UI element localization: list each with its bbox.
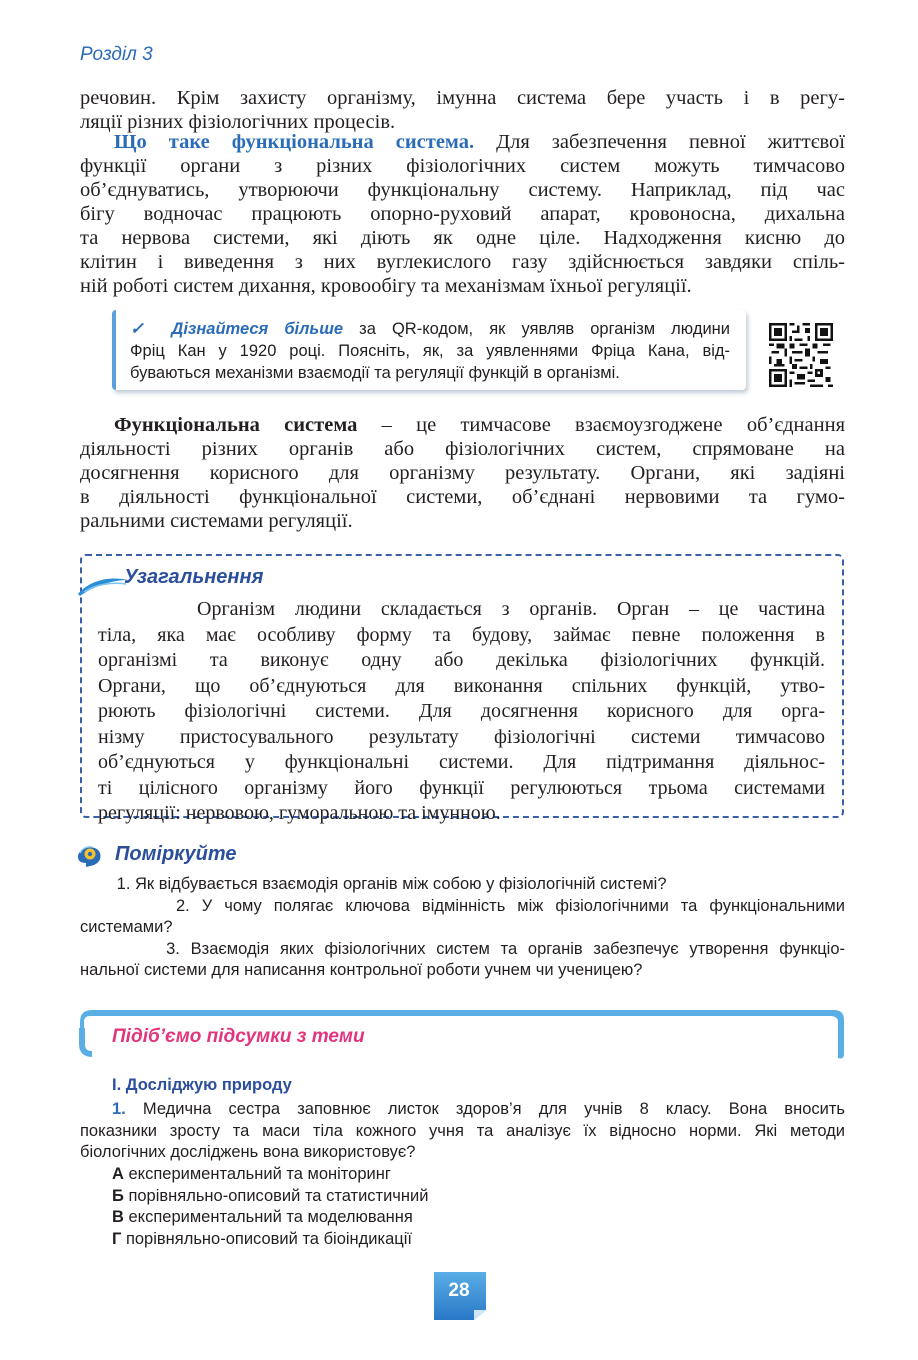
question-line: 2. У чому полягає ключова відмінність між фізіологічними та функціональними	[80, 896, 845, 915]
func-system-first-rest: Для забезпечення певної життєвої	[474, 131, 845, 153]
option-letter: Г	[112, 1229, 122, 1248]
func-system-line: та нервова системи, які діють як одне ціле. Надходження кисню до	[80, 227, 845, 249]
question-line: нальної системи для написання контрольної роботи учнем чи ученицею?	[80, 961, 643, 979]
learn-more-line: Фріц Кан у 1920 році. Поясніть, як, за уявленнями Фріца Кана, від-	[130, 342, 730, 360]
intro-paragraph	[80, 86, 845, 134]
definition-line: в діяльності функціональної системи, об’єднані нервовими та гумо-	[80, 486, 845, 508]
option-b[interactable]	[112, 1186, 428, 1208]
head-gear-icon	[74, 841, 104, 869]
summary-line: Органи, що об’єднуються для виконання спільних функцій, утво-	[98, 674, 825, 697]
summary-line: об’єднуються у функціональні системи. Для підтримання діяльнос-	[98, 751, 825, 773]
think-title: Поміркуйте	[115, 843, 237, 865]
option-letter: А	[112, 1165, 124, 1183]
func-system-line: бігу водночас працюють опорно-руховий апарат, кровоносна, дихальна	[80, 203, 845, 225]
option-letter: Б	[112, 1186, 124, 1205]
think-questions	[80, 874, 845, 982]
func-system-first-line	[80, 130, 845, 154]
definition-line: досягнення корисного для організму результату. Органи, які задіяні	[80, 462, 845, 484]
definition-term: Функціональна система	[114, 414, 358, 436]
summary-line: тіла, яка має особливу форму та будову, займає певне положення в	[98, 623, 825, 646]
summary-line: Організм людини складається з органів. Орган – це частина	[98, 598, 825, 620]
summary-line: регуляції: нервовою, гуморальною та імунною.	[98, 802, 501, 824]
definition-line: діяльності різних органів або фізіологічних систем, спрямоване на	[80, 438, 845, 460]
section-one-title: І. Досліджую природу	[112, 1076, 292, 1094]
func-system-line: ній роботі систем дихання, кровообігу та механізмам їхньої регуляції.	[80, 275, 692, 297]
func-system-line: функції органи з різних фізіологічних систем можуть тимчасово	[80, 155, 845, 177]
func-system-line: клітин і виведення з них вуглекислого газу здійснюється завдяки спіль-	[80, 251, 845, 273]
page-number: 28	[448, 1280, 470, 1301]
func-system-line: об’єднуватись, утворюючи функціональну систему. Наприклад, під час	[80, 179, 845, 201]
option-text: експериментальний та моніторинг	[123, 1165, 391, 1183]
summary-line: ті цілісного організму його функції регулюються трьома системами	[98, 776, 825, 799]
learn-more-first-rest: за QR-кодом, як уявляв організм людини	[343, 320, 730, 338]
learn-more-lead: Дізнайтеся більше	[171, 320, 344, 338]
banner-title: Підіб’ємо підсумки з теми	[112, 1026, 365, 1047]
option-a[interactable]	[112, 1164, 428, 1186]
learn-more-first-line	[130, 318, 730, 340]
option-text: порівняльно-описовий та біоіндикації	[121, 1229, 412, 1248]
option-letter: В	[112, 1208, 124, 1226]
task-1-line: показники зросту та маси тіла кожного учня та аналізує їх відносно норми. Які методи	[80, 1121, 845, 1140]
summary-title: Узагальнення	[124, 566, 264, 588]
learn-more-text	[130, 318, 730, 384]
question-line: системами?	[80, 918, 173, 936]
intro-line: речовин. Крім захисту організму, імунна система бере участь і в регу-	[80, 87, 845, 109]
intro-line: ляції різних фізіологічних процесів.	[80, 111, 396, 133]
summary-body	[98, 597, 825, 827]
learn-more-line: буваються механізми взаємодії та регуляції функцій в організмі.	[130, 364, 620, 382]
task-1-options	[112, 1164, 428, 1250]
question-line: 3. Взаємодія яких фізіологічних систем та органів забезпечує утворення функціо-	[80, 939, 845, 958]
task-number: 1.	[112, 1100, 126, 1118]
func-system-lead: Що таке функціональна система.	[114, 131, 475, 153]
summary-line: рюють фізіологічні системи. Для досягнення корисного для орга-	[98, 700, 825, 722]
option-g[interactable]	[112, 1229, 428, 1251]
option-text: експериментальний та моделювання	[123, 1208, 413, 1226]
definition-paragraph	[80, 413, 845, 533]
definition-first-rest: – це тимчасове взаємоузгоджене об’єднання	[357, 414, 845, 436]
definition-first-line	[80, 413, 845, 437]
definition-line: ральними системами регуляції.	[80, 510, 353, 532]
question-line: 1. Як відбувається взаємодія органів між собою у фізіологічній системі?	[80, 875, 667, 893]
section-label: Розділ 3	[80, 44, 153, 65]
option-text: порівняльно-описовий та статистичний	[123, 1186, 429, 1205]
check-icon: ✓	[130, 320, 156, 338]
task-1-line: біологічних досліджень вона використовує?	[80, 1143, 416, 1161]
qr-code-icon[interactable]	[769, 323, 833, 387]
summary-line: нізму пристосувального результату фізіологічні системи тимчасово	[98, 725, 825, 748]
func-system-paragraph	[80, 130, 845, 298]
task-1-first-line	[80, 1099, 845, 1121]
task-1-first-rest: Медична сестра заповнює листок здоров’я для учнів 8 класу. Вона вносить	[125, 1100, 845, 1118]
task-1	[80, 1099, 845, 1164]
option-v[interactable]	[112, 1207, 428, 1229]
summary-line: організмі та виконує одну або декілька фізіологічних функцій.	[98, 649, 825, 671]
